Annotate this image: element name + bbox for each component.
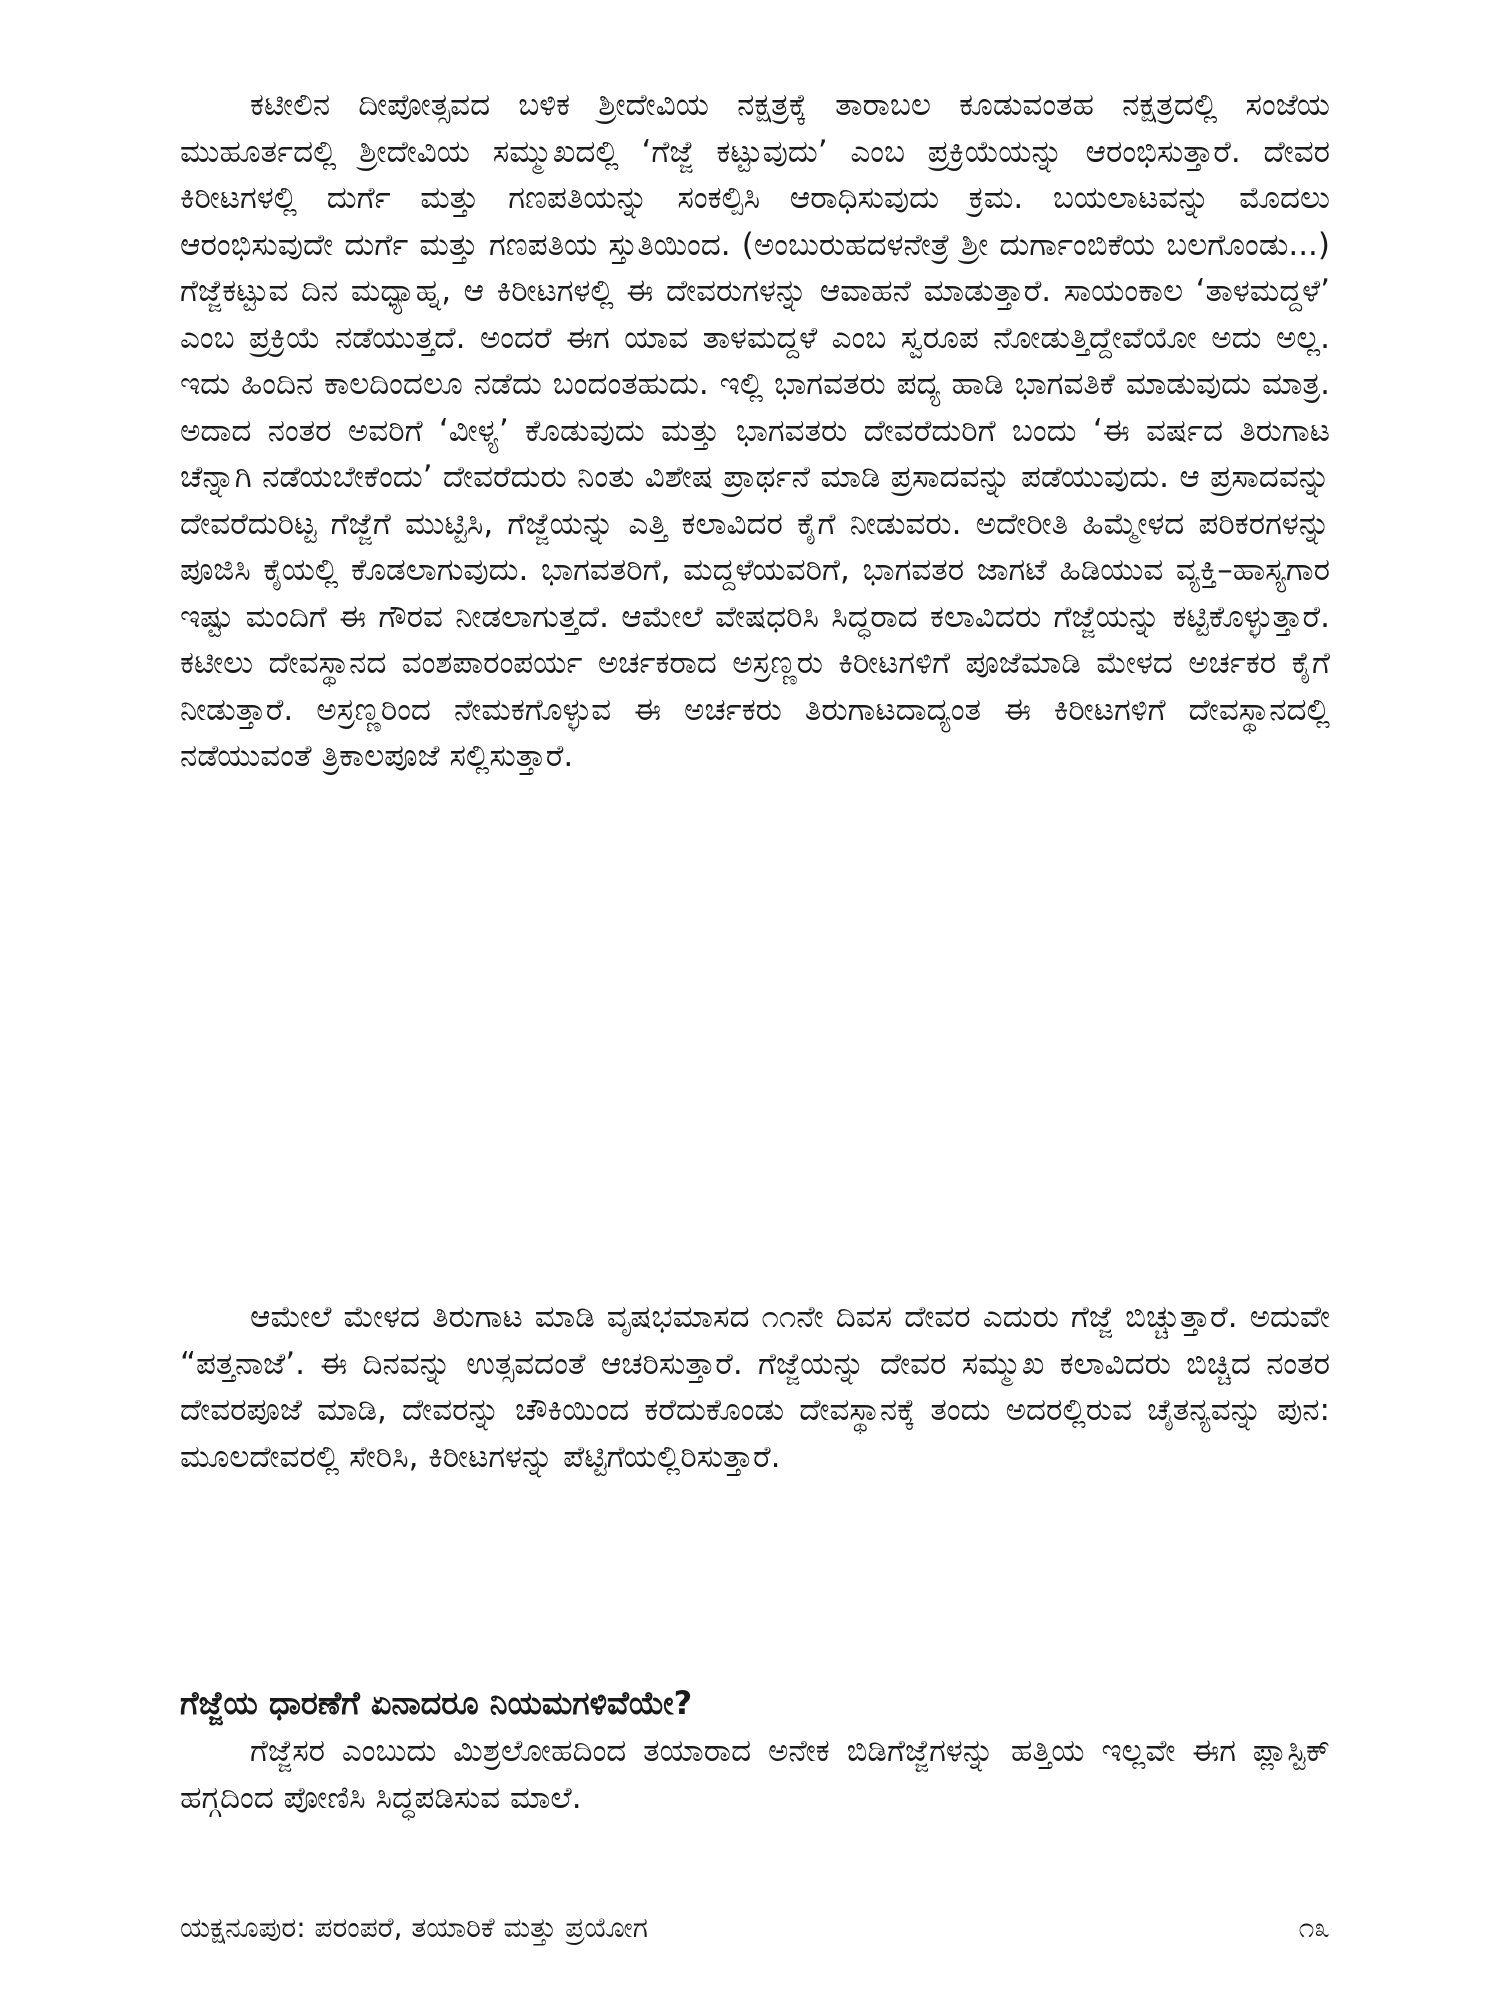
section-heading: ಗೆಜ್ಜೆಯ ಧಾರಣೆಗೆ ಏನಾದರೂ ನಿಯಮಗಳಿವೆಯೇ? — [180, 1684, 693, 1722]
footer-book-title: ಯಕ್ಷನೂಪುರ: ಪರಂಪರೆ, ತಯಾರಿಕೆ ಮತ್ತು ಪ್ರಯೋಗ — [180, 1911, 648, 1944]
footer-page-number: ೧೩ — [1298, 1911, 1330, 1944]
paragraph-3: ಗೆಜ್ಜೆಸರ ಎಂಬುದು ಮಿಶ್ರಲೋಹದಿಂದ ತಯಾರಾದ ಅನೇಕ ಬಿಡಿಗೆಜ್ಜೆಗಳನ್ನು ಹತ್ತಿಯ ಇಲ್ಲವೇ ಈಗ ಪ್ಲಾಸ್ಟಿಕ್ ಹಗ್ಗದಿಂದ ಪೋಣಿಸಿ ಸಿದ್ಧಪಡಿಸುವ ಮಾಲೆ. — [180, 1733, 1330, 1816]
paragraph-1: ಕಟೀಲಿನ ದೀಪೋತ್ಸವದ ಬಳಿಕ ಶ್ರೀದೇವಿಯ ನಕ್ಷತ್ರಕ್ಕೆ ತಾರಾಬಲ ಕೂಡುವಂತಹ ನಕ್ಷತ್ರದಲ್ಲಿ ಸಂಜೆಯ ಮುಹೂರ್ತದಲ್ಲಿ ಶ್ರೀದೇವಿಯ ಸಮ್ಮುಖದಲ್ಲಿ ‘ಗೆಜ್ಜೆ ಕಟ್ಟುವುದು’ ಎಂಬ ಪ್ರಕ್ರಿಯೆಯನ್ನು ಆರಂಭಿಸುತ್ತಾರೆ. ದೇವರ ಕಿರೀಟಗಳಲ್ಲಿ ದುರ್ಗೆ ಮತ್ತು ಗಣಪತಿಯನ್ನು ಸಂಕಲ್ಪಿಸಿ ಆರಾಧಿಸುವುದು ಕ್ರಮ. ಬಯಲಾಟವನ್ನು ಮೊದಲು ಆರಂಭಿಸುವುದೇ ದುರ್ಗೆ ಮತ್ತು ಗಣಪತಿಯ ಸ್ತುತಿಯಿಂದ. (ಅಂಬುರುಹದಳನೇತ್ರೆ ಶ್ರೀ ದುರ್ಗಾಂಬಿಕೆಯ ಬಲಗೊಂಡು...) ಗೆಜ್ಜೆಕಟ್ಟುವ ದಿನ ಮಧ್ಯಾಹ್ನ, ಆ ಕಿರೀಟಗಳಲ್ಲಿ ಈ ದೇವರುಗಳನ್ನು ಆವಾಹನೆ ಮಾಡುತ್ತಾರೆ. ಸಾಯಂಕಾಲ ‘ತಾಳಮದ್ದಳೆ’ ಎಂಬ ಪ್ರಕ್ರಿಯೆ ನಡೆಯುತ್ತದೆ. ಅಂದರೆ ಈಗ ಯಾವ ತಾಳಮದ್ದಳೆ ಎಂಬ ಸ್ವರೂಪ ನೋಡುತ್ತಿದ್ದೇವೆಯೋ ಅದು ಅಲ್ಲ. ಇದು ಹಿಂದಿನ ಕಾಲದಿಂದಲೂ ನಡೆದು ಬಂದಂತಹುದು. ಇಲ್ಲಿ ಭಾಗವತರು ಪದ್ಯ ಹಾಡಿ ಭಾಗವತಿಕೆ ಮಾಡುವುದು ಮಾತ್ರ. ಅದಾದ ನಂತರ ಅವರಿಗೆ ‘ವೀಳ್ಯ’ ಕೊಡುವುದು ಮತ್ತು ಭಾಗವತರು ದೇವರೆದುರಿಗೆ ಬಂದು ‘ಈ ವರ್ಷದ ತಿರುಗಾಟ ಚೆನ್ನಾಗಿ ನಡೆಯಬೇಕೆಂದು’ ದೇವರೆದುರು ನಿಂತು ವಿಶೇಷ ಪ್ರಾರ್ಥನೆ ಮಾಡಿ ಪ್ರಸಾದವನ್ನು ಪಡೆಯುವುದು. ಆ ಪ್ರಸಾದವನ್ನು ದೇವರೆದುರಿಟ್ಟ ಗೆಜ್ಜೆಗೆ ಮುಟ್ಟಿಸಿ, ಗೆಜ್ಜೆಯನ್ನು ಎತ್ತಿ ಕಲಾವಿದರ ಕೈಗೆ ನೀಡುವರು. ಅದೇರೀತಿ ಹಿಮ್ಮೇಳದ ಪರಿಕರಗಳನ್ನು ಪೂಜಿಸಿ ಕೈಯಲ್ಲಿ ಕೊಡಲಾಗುವುದು. ಭಾಗವತರಿಗೆ, ಮದ್ದಳೆಯವರಿಗೆ, ಭಾಗವತರ ಜಾಗಟೆ ಹಿಡಿಯುವ ವ್ಯಕ್ತಿ–ಹಾಸ್ಯಗಾರ ಇಷ್ಟು ಮಂದಿಗೆ ಈ ಗೌರವ ನೀಡಲಾಗುತ್ತದೆ. ಆಮೇಲೆ ವೇಷಧರಿಸಿ ಸಿದ್ಧರಾದ ಕಲಾವಿದರು ಗೆಜ್ಜೆಯನ್ನು ಕಟ್ಟಿಕೊಳ್ಳುತ್ತಾರೆ. ಕಟೀಲು ದೇವಸ್ಥಾನದ ವಂಶಪಾರಂಪರ್ಯ ಅರ್ಚಕರಾದ ಅಸ್ರಣ್ಣರು ಕಿರೀಟಗಳಿಗೆ ಪೂಜೆಮಾಡಿ ಮೇಳದ ಅರ್ಚಕರ ಕೈಗೆ ನೀಡುತ್ತಾರೆ. ಅಸ್ರಣ್ಣರಿಂದ ನೇಮಕಗೊಳ್ಳುವ ಈ ಅರ್ಚಕರು ತಿರುಗಾಟದಾದ್ಯಂತ ಈ ಕಿರೀಟಗಳಿಗೆ ದೇವಸ್ಥಾನದಲ್ಲಿ ನಡೆಯುವಂತೆ ತ್ರಿಕಾಲಪೂಜೆ ಸಲ್ಲಿಸುತ್ತಾರೆ. — [180, 87, 1330, 774]
paragraph-2: ಆಮೇಲೆ ಮೇಳದ ತಿರುಗಾಟ ಮಾಡಿ ವೃಷಭಮಾಸದ ೧೧ನೇ ದಿವಸ ದೇವರ ಎದುರು ಗೆಜ್ಜೆ ಬಿಚ್ಚುತ್ತಾರೆ. ಅದುವೇ “ಪತ್ತನಾಜೆ’. ಈ ದಿನವನ್ನು ಉತ್ಸವದಂತೆ ಆಚರಿಸುತ್ತಾರೆ. ಗೆಜ್ಜೆಯನ್ನು ದೇವರ ಸಮ್ಮುಖ ಕಲಾವಿದರು ಬಿಚ್ಚಿದ ನಂತರ ದೇವರಪೂಜೆ ಮಾಡಿ, ದೇವರನ್ನು ಚೌಕಿಯಿಂದ ಕರೆದುಕೊಂಡು ದೇವಸ್ಥಾನಕ್ಕೆ ತಂದು ಅದರಲ್ಲಿರುವ ಚೈತನ್ಯವನ್ನು ಪುನ: ಮೂಲದೇವರಲ್ಲಿ ಸೇರಿಸಿ, ಕಿರೀಟಗಳನ್ನು ಪೆಟ್ಟಿಗೆಯಲ್ಲಿರಿಸುತ್ತಾರೆ. — [180, 1299, 1330, 1475]
